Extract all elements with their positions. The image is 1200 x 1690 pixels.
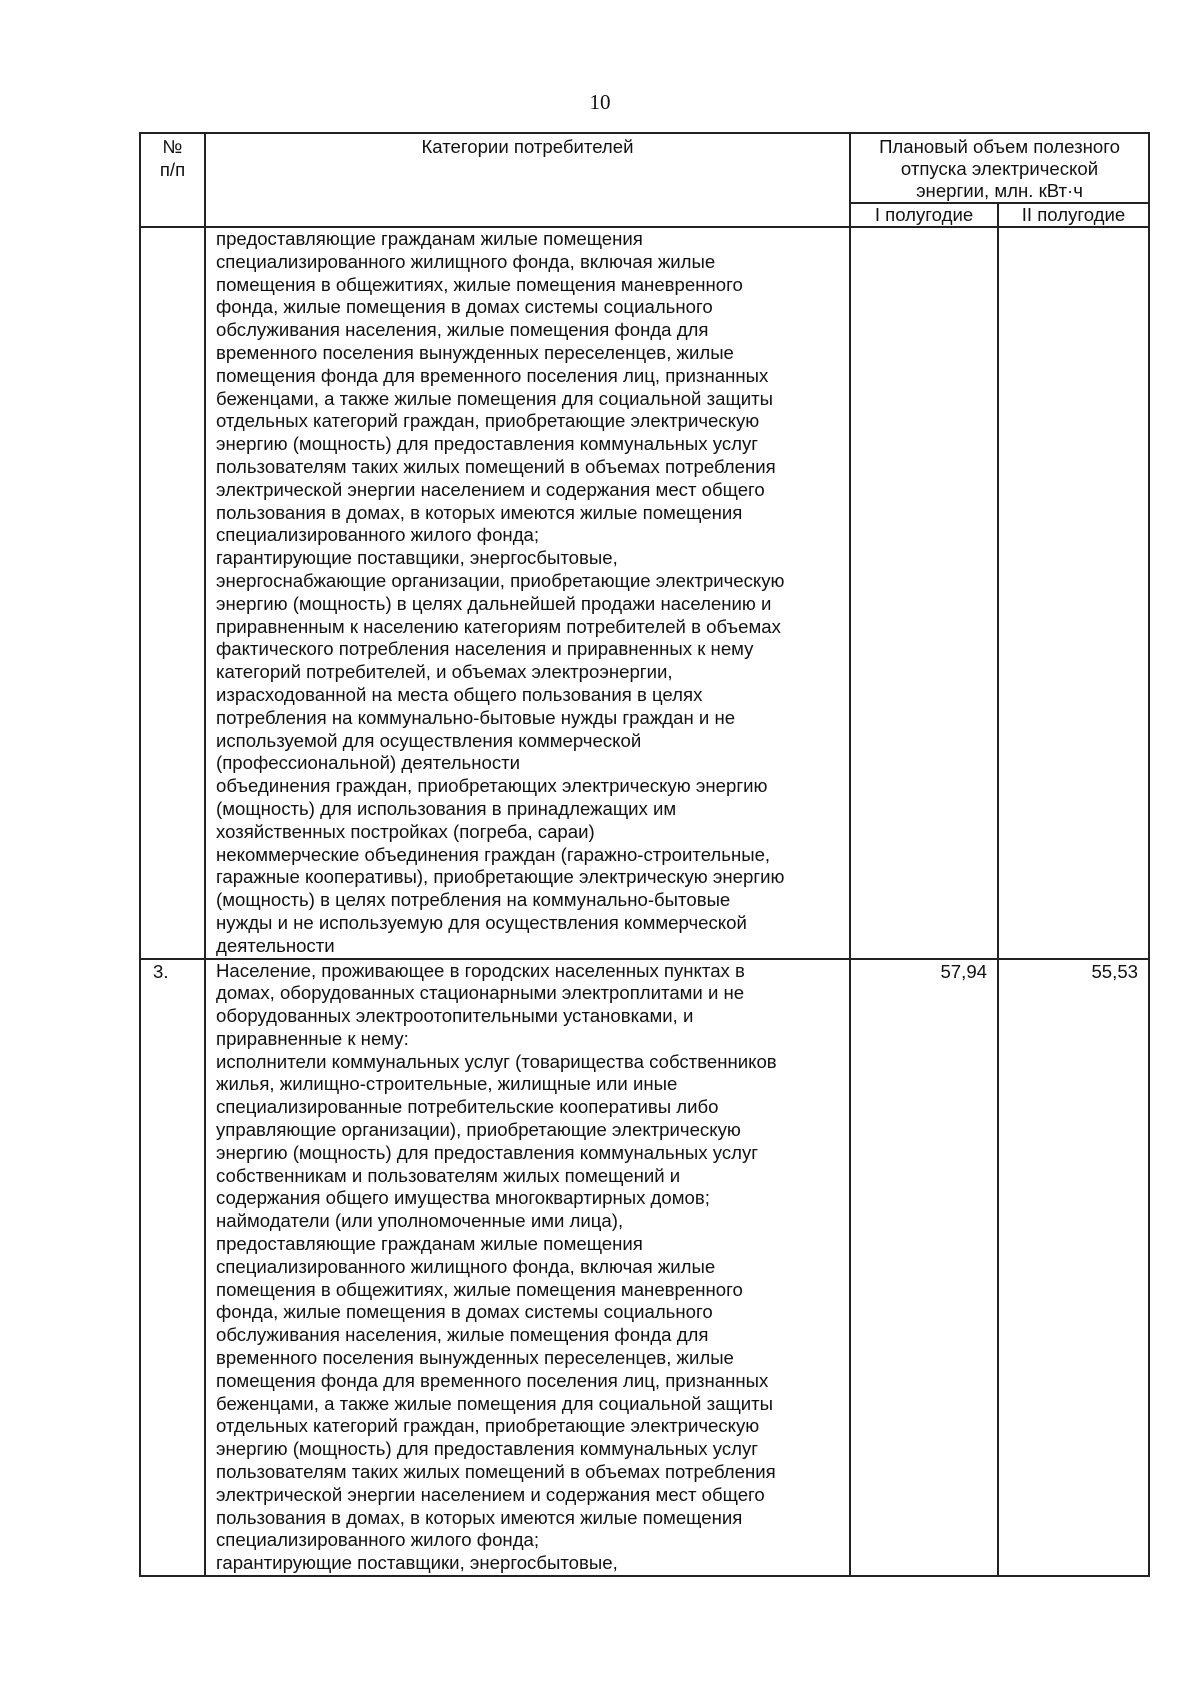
category-text-line: нужды и не используемую для осуществления коммерческой — [216, 911, 747, 933]
category-text-line: временного поселения вынужденных переселенцев, жилые — [216, 1347, 734, 1369]
category-text-line: электрической энергии населением и содержания мест общего — [216, 1483, 765, 1505]
category-text-line: энергоснабжающие организации, приобретающие электрическую — [216, 569, 785, 591]
category-text-line: категорий потребителей, и объемах электроэнергии, — [216, 661, 673, 683]
row-category-text — [205, 227, 850, 959]
category-text-line: потребления на коммунально-бытовые нужды граждан и не — [216, 706, 736, 728]
category-text-line: Население, проживающее в городских населенных пунктах в — [216, 959, 745, 981]
category-text-line: помещения в общежитиях, жилые помещения маневренного — [216, 273, 743, 295]
category-text-line: фонда, жилые помещения в домах системы социального — [216, 1301, 713, 1323]
header-half2: II полугодие — [998, 203, 1149, 227]
category-text-line: хозяйственных постройках (погреба, сараи) — [216, 820, 595, 842]
category-text-line: приравненным к населению категориям потребителей в объемах — [216, 615, 781, 637]
category-text-line: предоставляющие гражданам жилые помещения — [216, 228, 643, 249]
category-text-line: предоставляющие гражданам жилые помещения — [216, 1233, 643, 1255]
row-value-half2: 55,53 — [998, 959, 1149, 1577]
category-text-line: приравненные к нему: — [216, 1027, 409, 1049]
category-text-line: деятельности — [216, 934, 335, 956]
category-text-line: электрической энергии населением и содержания мест общего — [216, 478, 765, 500]
category-text-line: управляющие организации), приобретающие электрическую — [216, 1119, 741, 1141]
table-header-row — [140, 133, 1149, 203]
category-text-line: специализированные потребительские кооперативы либо — [216, 1096, 719, 1118]
category-text-line: израсходованной на места общего пользования в целях — [216, 683, 703, 705]
category-text-line: обслуживания населения, жилые помещения фонда для — [216, 1324, 709, 1346]
row-value-half2 — [998, 227, 1149, 959]
header-volume-line: отпуска электрической — [900, 158, 1099, 179]
category-text-line: специализированного жилищного фонда, включая жилые — [216, 250, 716, 272]
category-text-line: беженцами, а также жилые помещения для социальной защиты — [216, 387, 774, 409]
category-text-line: жилья, жилищно-строительные, жилищные или иные — [216, 1073, 678, 1095]
header-volume-line: Плановый объем полезного — [879, 136, 1120, 157]
header-volume-line: энергии, млн. кВт·ч — [916, 180, 1083, 201]
category-text-line: содержания общего имущества многоквартирных домов; — [216, 1187, 710, 1209]
category-text-line: энергию (мощность) для предоставления коммунальных услуг — [216, 1438, 759, 1460]
header-num-line: п/п — [159, 158, 186, 180]
category-text-line: временного поселения вынужденных переселенцев, жилые — [216, 341, 734, 363]
row-value-half1 — [850, 227, 998, 959]
category-text-line: некоммерческие объединения граждан (гаражно-строительные, — [216, 843, 771, 865]
category-text-line: помещения фонда для временного поселения лиц, признанных — [216, 1369, 769, 1391]
category-text-line: (мощность) в целях потребления на коммунально-бытовые — [216, 889, 731, 911]
category-text-line: пользования в домах, в которых имеются жилые помещения — [216, 501, 743, 523]
category-text-line: энергию (мощность) для предоставления коммунальных услуг — [216, 1141, 759, 1163]
category-text-line: (профессиональной) деятельности — [216, 752, 521, 774]
category-text-line: специализированного жилого фонда; — [216, 1529, 540, 1551]
header-num — [140, 133, 205, 227]
category-text-line: специализированного жилого фонда; — [216, 524, 540, 546]
category-text-line: гарантирующие поставщики, энергосбытовые, — [216, 547, 618, 569]
category-text-line: объединения граждан, приобретающих электрическую энергию — [216, 775, 768, 797]
header-num-line: № — [162, 136, 183, 157]
category-text-line: исполнители коммунальных услуг (товарищества собственников — [216, 1050, 777, 1072]
category-text-line: фактического потребления населения и приравненных к нему — [216, 638, 754, 660]
category-text-line: пользования в домах, в которых имеются жилые помещения — [216, 1506, 743, 1528]
category-text-line: оборудованных электроотопительными установками, и — [216, 1005, 694, 1027]
category-text-line: (мощность) для использования в принадлежащих им — [216, 797, 677, 819]
header-volume — [850, 133, 1149, 203]
table-row — [140, 959, 1149, 1577]
category-text-line: отдельных категорий граждан, приобретающие электрическую — [216, 1415, 760, 1437]
row-num: 3. — [140, 959, 205, 1577]
consumer-categories-table — [139, 132, 1150, 1577]
category-text-line: помещения фонда для временного поселения лиц, признанных — [216, 364, 769, 386]
category-text-line: пользователям таких жилых помещений в объемах потребления — [216, 455, 776, 477]
category-text-line: фонда, жилые помещения в домах системы социального — [216, 296, 713, 318]
category-text-line: собственникам и пользователям жилых помещений и — [216, 1164, 681, 1186]
category-text-line: используемой для осуществления коммерческой — [216, 729, 642, 751]
category-text-line: пользователям таких жилых помещений в объемах потребления — [216, 1461, 776, 1483]
category-text-line: гарантирующие поставщики, энергосбытовые, — [216, 1552, 618, 1574]
category-text-line: наймодатели (или уполномоченные ими лица), — [216, 1210, 624, 1232]
table-row — [140, 227, 1149, 959]
category-text-line: обслуживания населения, жилые помещения фонда для — [216, 319, 709, 341]
category-text-line: гаражные кооперативы), приобретающие электрическую энергию — [216, 866, 785, 888]
header-category: Категории потребителей — [205, 133, 850, 227]
category-text-line: отдельных категорий граждан, приобретающие электрическую — [216, 410, 760, 432]
category-text-line: энергию (мощность) в целях дальнейшей продажи населению и — [216, 592, 772, 614]
category-text-line: домах, оборудованных стационарными электроплитами и не — [216, 982, 745, 1004]
row-category-text — [205, 959, 850, 1577]
category-text-line: специализированного жилищного фонда, включая жилые — [216, 1255, 716, 1277]
row-num — [140, 227, 205, 959]
header-half1: I полугодие — [850, 203, 998, 227]
page-number: 10 — [589, 90, 611, 114]
category-text-line: беженцами, а также жилые помещения для социальной защиты — [216, 1392, 774, 1414]
category-text-line: энергию (мощность) для предоставления коммунальных услуг — [216, 433, 759, 455]
category-text-line: помещения в общежитиях, жилые помещения маневренного — [216, 1278, 743, 1300]
row-value-half1: 57,94 — [850, 959, 998, 1577]
